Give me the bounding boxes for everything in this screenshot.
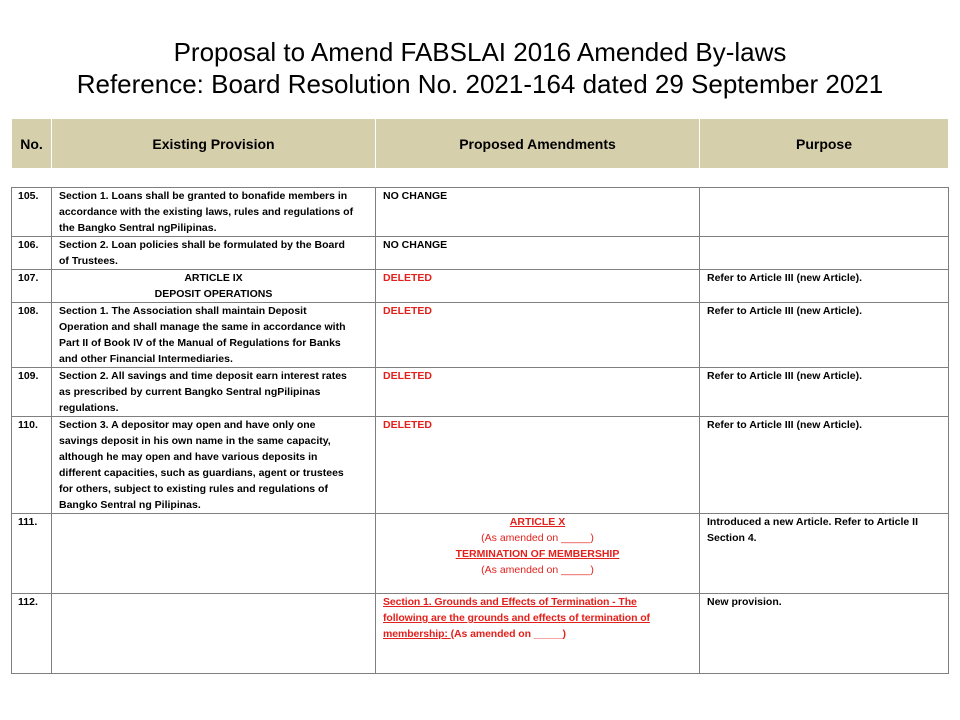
proposed-amendment: NO CHANGE — [376, 237, 700, 270]
text-fragment: - The — [609, 596, 637, 608]
text-line: and other Financial Intermediaries. — [59, 353, 233, 365]
title-line-2: Reference: Board Resolution No. 2021-164 dated 29 September 2021 — [76, 69, 884, 99]
section-heading: Grounds and Effects of Termination — [434, 596, 610, 608]
amendment-date-note: (As amended on _____) — [450, 628, 566, 640]
existing-provision — [52, 417, 376, 514]
purpose: Refer to Article III (new Article). — [700, 417, 949, 514]
purpose: Refer to Article III (new Article). — [700, 368, 949, 417]
proposed-amendment: DELETED — [376, 270, 700, 303]
text-line: accordance with the existing laws, rules and regulations of — [59, 206, 354, 218]
purpose: Refer to Article III (new Article). — [700, 270, 949, 303]
purpose — [700, 514, 949, 594]
proposed-amendment: DELETED — [376, 368, 700, 417]
purpose — [700, 237, 949, 270]
proposed-amendment: DELETED — [376, 303, 700, 368]
text-line: Section 2. All savings and time deposit earn interest rates — [59, 370, 347, 382]
row-number: 111. — [12, 514, 52, 594]
title-line-1: Proposal to Amend FABSLAI 2016 Amended By-laws — [173, 37, 787, 67]
row-number: 109. — [12, 368, 52, 417]
existing-provision — [52, 303, 376, 368]
text-line: following are the grounds and effects of termination of — [383, 612, 650, 624]
purpose: New provision. — [700, 594, 949, 674]
table-row — [12, 237, 949, 270]
text-line — [383, 626, 692, 642]
text-line: Section 3. A depositor may open and have only one — [59, 419, 316, 431]
proposed-amendment — [376, 594, 700, 674]
proposed-amendment — [376, 514, 700, 594]
article-heading: ARTICLE IX — [184, 272, 243, 284]
amendment-date-note: (As amended on _____) — [481, 532, 594, 544]
existing-provision — [52, 514, 376, 594]
purpose — [700, 188, 949, 237]
table-row — [12, 368, 949, 417]
text-line: the Bangko Sentral ngPilipinas. — [59, 222, 217, 234]
header-proposed-amendments: Proposed Amendments — [376, 119, 700, 169]
amendments-table — [11, 187, 949, 674]
table-row — [12, 303, 949, 368]
table-row — [12, 594, 949, 674]
existing-provision — [52, 594, 376, 674]
existing-provision — [52, 188, 376, 237]
text-line: savings deposit in his own name in the same capacity, — [59, 435, 331, 447]
text-line: Section 1. Loans shall be granted to bonafide members in — [59, 190, 348, 202]
table-row — [12, 270, 949, 303]
section-label: Section 1. — [383, 596, 435, 608]
amendment-date-note: (As amended on _____) — [481, 564, 594, 576]
page-title — [0, 36, 960, 100]
article-title: DEPOSIT OPERATIONS — [154, 288, 273, 300]
text-line: Section 2. Loan policies shall be formulated by the Board — [59, 239, 345, 251]
header-purpose: Purpose — [700, 119, 949, 169]
row-number: 107. — [12, 270, 52, 303]
text-line: of Trustees. — [59, 255, 118, 267]
existing-provision — [52, 368, 376, 417]
text-line: Introduced a new Article. Refer to Article II — [707, 516, 919, 528]
existing-provision — [52, 270, 376, 303]
row-number: 105. — [12, 188, 52, 237]
text-fragment: membership: — [383, 628, 451, 640]
text-line: for others, subject to existing rules and regulations of — [59, 483, 328, 495]
text-line: Bangko Sentral ng Pilipinas. — [59, 499, 201, 511]
table-row — [12, 188, 949, 237]
text-line: as prescribed by current Bangko Sentral ngPilipinas — [59, 386, 321, 398]
text-line: different capacities, such as guardians, agent or trustees — [59, 467, 344, 479]
text-line: Part II of Book IV of the Manual of Regulations for Banks — [59, 337, 341, 349]
text-line: Section 1. The Association shall maintain Deposit — [59, 305, 307, 317]
text-line — [383, 594, 692, 610]
proposed-amendment: DELETED — [376, 417, 700, 514]
header-table — [11, 118, 949, 169]
row-number: 108. — [12, 303, 52, 368]
header-existing-provision: Existing Provision — [52, 119, 376, 169]
row-number: 112. — [12, 594, 52, 674]
row-number: 106. — [12, 237, 52, 270]
text-line: regulations. — [59, 402, 119, 414]
table-row — [12, 514, 949, 594]
article-heading: ARTICLE X — [509, 516, 566, 528]
purpose: Refer to Article III (new Article). — [700, 303, 949, 368]
table-row — [12, 417, 949, 514]
text-line: although he may open and have various deposits in — [59, 451, 318, 463]
text-line: Section 4. — [707, 532, 757, 544]
proposed-amendment: NO CHANGE — [376, 188, 700, 237]
header-no: No. — [12, 119, 52, 169]
text-line: Operation and shall manage the same in accordance with — [59, 321, 346, 333]
existing-provision — [52, 237, 376, 270]
article-title: TERMINATION OF MEMBERSHIP — [455, 548, 620, 560]
row-number: 110. — [12, 417, 52, 514]
